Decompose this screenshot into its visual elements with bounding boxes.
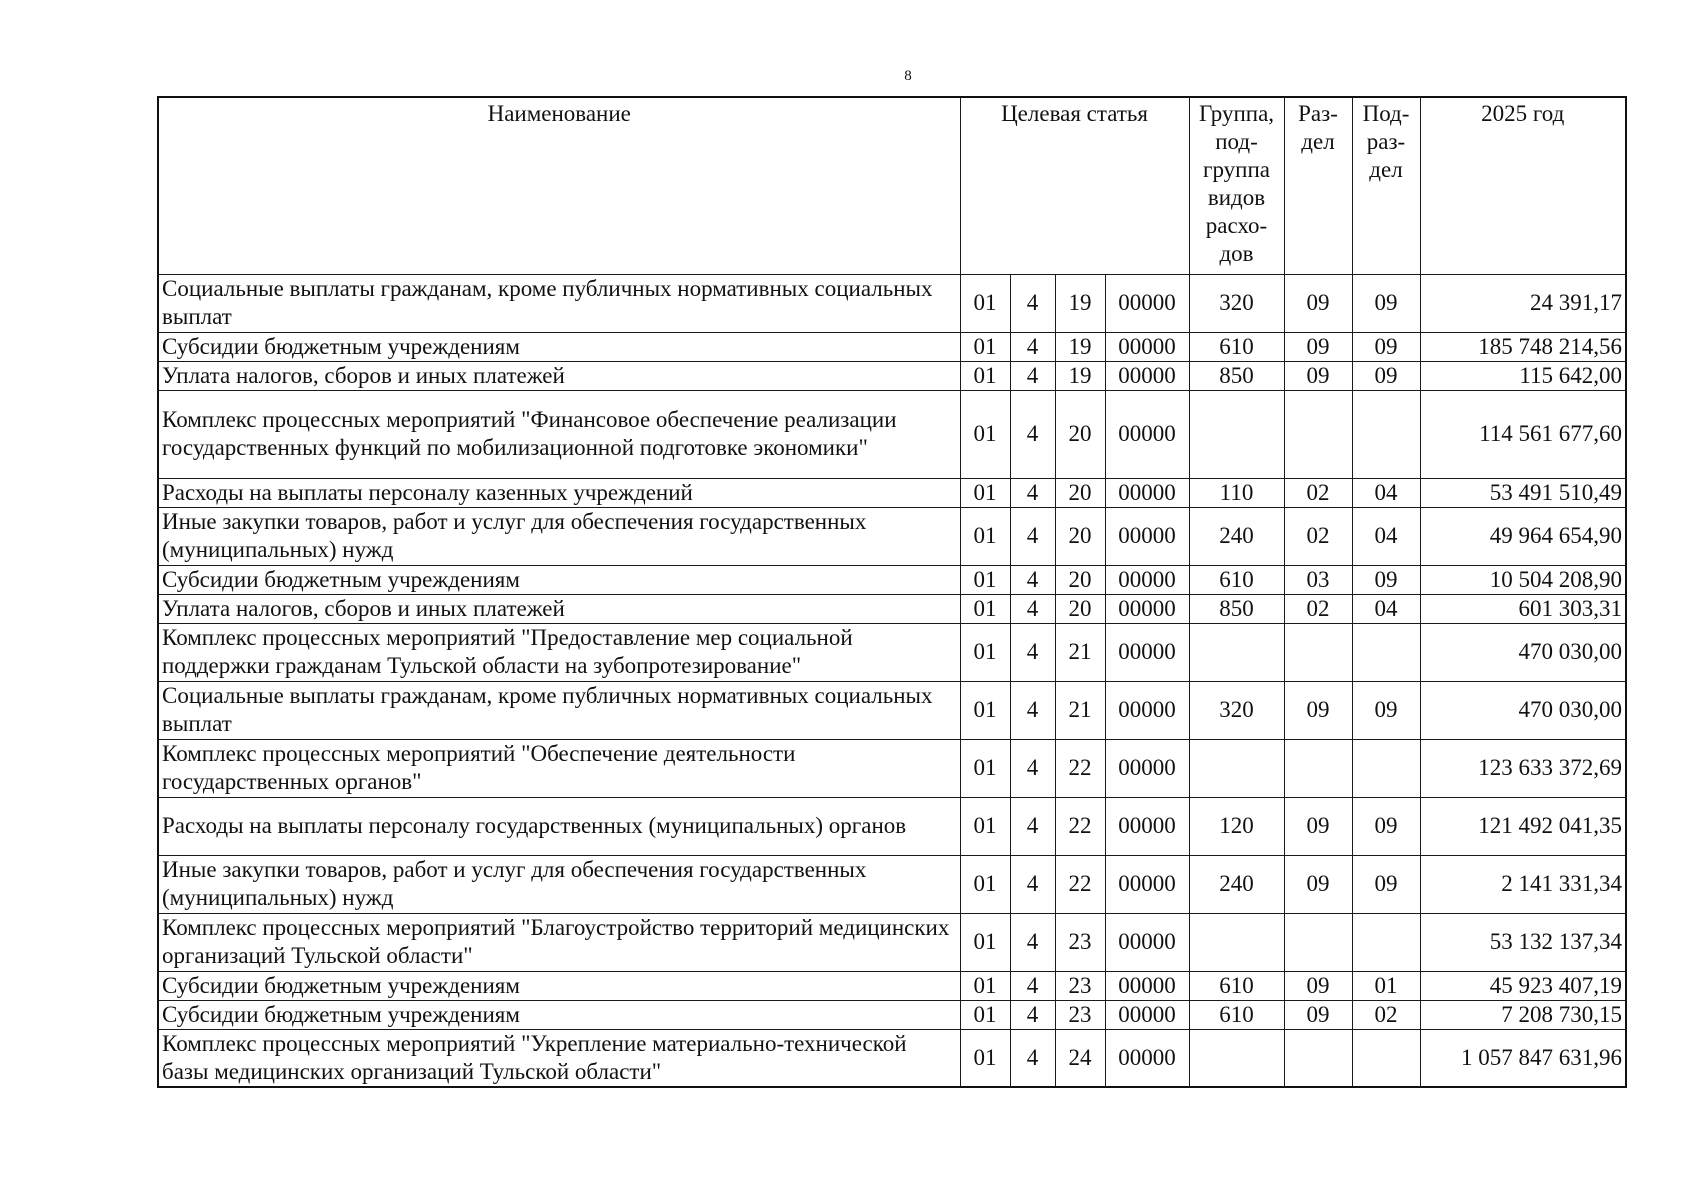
code-direction-cell: 00000 bbox=[1105, 565, 1189, 594]
row-name-cell: Комплекс процессных мероприятий "Укрепление материально-технической базы медицинских организаций Тульской области" bbox=[158, 1029, 960, 1087]
code-type-cell: 4 bbox=[1010, 1029, 1055, 1087]
subsection-cell: 01 bbox=[1352, 971, 1420, 1000]
code-item-cell: 22 bbox=[1055, 797, 1105, 855]
amount-cell: 45 923 407,19 bbox=[1420, 971, 1626, 1000]
expense-group-cell: 610 bbox=[1189, 332, 1284, 361]
section-cell bbox=[1284, 623, 1352, 681]
subsection-cell: 04 bbox=[1352, 478, 1420, 507]
code-direction-cell: 00000 bbox=[1105, 507, 1189, 565]
code-program-cell: 01 bbox=[960, 478, 1010, 507]
section-cell bbox=[1284, 913, 1352, 971]
code-item-cell: 22 bbox=[1055, 855, 1105, 913]
row-name-cell: Иные закупки товаров, работ и услуг для обеспечения государственных (муниципальных) нужд bbox=[158, 855, 960, 913]
code-type-cell: 4 bbox=[1010, 565, 1055, 594]
code-direction-cell: 00000 bbox=[1105, 739, 1189, 797]
amount-cell: 123 633 372,69 bbox=[1420, 739, 1626, 797]
table-row bbox=[158, 274, 1626, 332]
amount-cell: 470 030,00 bbox=[1420, 623, 1626, 681]
expense-group-cell bbox=[1189, 913, 1284, 971]
code-direction-cell: 00000 bbox=[1105, 1000, 1189, 1029]
row-name-cell: Комплекс процессных мероприятий "Финансовое обеспечение реализации государственных функций по мобилизационной подготовке экономики" bbox=[158, 390, 960, 478]
code-direction-cell: 00000 bbox=[1105, 913, 1189, 971]
code-program-cell: 01 bbox=[960, 594, 1010, 623]
expense-group-cell: 120 bbox=[1189, 797, 1284, 855]
row-name-cell: Расходы на выплаты персоналу казенных учреждений bbox=[158, 478, 960, 507]
subsection-cell: 09 bbox=[1352, 274, 1420, 332]
subsection-cell: 09 bbox=[1352, 855, 1420, 913]
amount-cell: 185 748 214,56 bbox=[1420, 332, 1626, 361]
section-cell: 09 bbox=[1284, 971, 1352, 1000]
code-type-cell: 4 bbox=[1010, 971, 1055, 1000]
code-item-cell: 21 bbox=[1055, 623, 1105, 681]
code-direction-cell: 00000 bbox=[1105, 390, 1189, 478]
subsection-cell: 02 bbox=[1352, 1000, 1420, 1029]
code-program-cell: 01 bbox=[960, 507, 1010, 565]
code-program-cell: 01 bbox=[960, 361, 1010, 390]
subsection-cell bbox=[1352, 623, 1420, 681]
header-name: Наименование bbox=[158, 97, 960, 274]
code-type-cell: 4 bbox=[1010, 390, 1055, 478]
code-item-cell: 20 bbox=[1055, 390, 1105, 478]
code-direction-cell: 00000 bbox=[1105, 797, 1189, 855]
section-cell: 09 bbox=[1284, 797, 1352, 855]
code-item-cell: 21 bbox=[1055, 681, 1105, 739]
code-program-cell: 01 bbox=[960, 390, 1010, 478]
code-type-cell: 4 bbox=[1010, 361, 1055, 390]
section-cell: 09 bbox=[1284, 1000, 1352, 1029]
table-row bbox=[158, 1000, 1626, 1029]
expense-group-cell bbox=[1189, 739, 1284, 797]
section-cell: 09 bbox=[1284, 361, 1352, 390]
code-direction-cell: 00000 bbox=[1105, 855, 1189, 913]
code-type-cell: 4 bbox=[1010, 332, 1055, 361]
subsection-cell: 09 bbox=[1352, 332, 1420, 361]
code-type-cell: 4 bbox=[1010, 594, 1055, 623]
code-program-cell: 01 bbox=[960, 739, 1010, 797]
subsection-cell: 09 bbox=[1352, 361, 1420, 390]
row-name-cell: Социальные выплаты гражданам, кроме публичных нормативных социальных выплат bbox=[158, 681, 960, 739]
table-header-row bbox=[158, 97, 1626, 274]
table-body bbox=[158, 274, 1626, 1087]
table-row bbox=[158, 361, 1626, 390]
section-cell: 09 bbox=[1284, 855, 1352, 913]
table-row bbox=[158, 913, 1626, 971]
code-program-cell: 01 bbox=[960, 855, 1010, 913]
code-type-cell: 4 bbox=[1010, 913, 1055, 971]
table-row bbox=[158, 1029, 1626, 1087]
code-program-cell: 01 bbox=[960, 913, 1010, 971]
code-type-cell: 4 bbox=[1010, 855, 1055, 913]
row-name-cell: Уплата налогов, сборов и иных платежей bbox=[158, 594, 960, 623]
code-item-cell: 19 bbox=[1055, 274, 1105, 332]
row-name-cell: Субсидии бюджетным учреждениям bbox=[158, 1000, 960, 1029]
code-direction-cell: 00000 bbox=[1105, 971, 1189, 1000]
expense-group-cell: 240 bbox=[1189, 855, 1284, 913]
subsection-cell: 04 bbox=[1352, 594, 1420, 623]
code-type-cell: 4 bbox=[1010, 274, 1055, 332]
amount-cell: 53 491 510,49 bbox=[1420, 478, 1626, 507]
budget-table bbox=[157, 96, 1627, 1088]
code-item-cell: 23 bbox=[1055, 1000, 1105, 1029]
table-row bbox=[158, 594, 1626, 623]
code-type-cell: 4 bbox=[1010, 797, 1055, 855]
code-item-cell: 20 bbox=[1055, 507, 1105, 565]
expense-group-cell: 320 bbox=[1189, 274, 1284, 332]
section-cell: 09 bbox=[1284, 681, 1352, 739]
amount-cell: 115 642,00 bbox=[1420, 361, 1626, 390]
section-cell: 02 bbox=[1284, 478, 1352, 507]
code-item-cell: 20 bbox=[1055, 594, 1105, 623]
expense-group-cell bbox=[1189, 1029, 1284, 1087]
amount-cell: 2 141 331,34 bbox=[1420, 855, 1626, 913]
table-row bbox=[158, 390, 1626, 478]
expense-group-cell: 610 bbox=[1189, 565, 1284, 594]
amount-cell: 7 208 730,15 bbox=[1420, 1000, 1626, 1029]
subsection-cell bbox=[1352, 913, 1420, 971]
amount-cell: 121 492 041,35 bbox=[1420, 797, 1626, 855]
section-cell: 02 bbox=[1284, 594, 1352, 623]
table-row bbox=[158, 797, 1626, 855]
code-item-cell: 23 bbox=[1055, 913, 1105, 971]
code-direction-cell: 00000 bbox=[1105, 623, 1189, 681]
section-cell bbox=[1284, 390, 1352, 478]
section-cell: 03 bbox=[1284, 565, 1352, 594]
amount-cell: 53 132 137,34 bbox=[1420, 913, 1626, 971]
code-type-cell: 4 bbox=[1010, 739, 1055, 797]
code-type-cell: 4 bbox=[1010, 1000, 1055, 1029]
row-name-cell: Субсидии бюджетным учреждениям bbox=[158, 332, 960, 361]
amount-cell: 49 964 654,90 bbox=[1420, 507, 1626, 565]
expense-group-cell bbox=[1189, 390, 1284, 478]
table-row bbox=[158, 478, 1626, 507]
subsection-cell: 09 bbox=[1352, 797, 1420, 855]
expense-group-cell: 610 bbox=[1189, 1000, 1284, 1029]
header-target-article: Целевая статья bbox=[960, 97, 1189, 274]
code-item-cell: 20 bbox=[1055, 478, 1105, 507]
section-cell: 09 bbox=[1284, 332, 1352, 361]
subsection-cell: 09 bbox=[1352, 681, 1420, 739]
expense-group-cell: 240 bbox=[1189, 507, 1284, 565]
subsection-cell bbox=[1352, 390, 1420, 478]
code-program-cell: 01 bbox=[960, 797, 1010, 855]
code-program-cell: 01 bbox=[960, 623, 1010, 681]
section-cell bbox=[1284, 1029, 1352, 1087]
code-program-cell: 01 bbox=[960, 565, 1010, 594]
row-name-cell: Субсидии бюджетным учреждениям bbox=[158, 565, 960, 594]
expense-group-cell: 320 bbox=[1189, 681, 1284, 739]
subsection-cell: 04 bbox=[1352, 507, 1420, 565]
amount-cell: 601 303,31 bbox=[1420, 594, 1626, 623]
code-direction-cell: 00000 bbox=[1105, 594, 1189, 623]
row-name-cell: Комплекс процессных мероприятий "Обеспечение деятельности государственных органов" bbox=[158, 739, 960, 797]
header-section: Раз- дел bbox=[1284, 97, 1352, 274]
expense-group-cell: 610 bbox=[1189, 971, 1284, 1000]
row-name-cell: Иные закупки товаров, работ и услуг для обеспечения государственных (муниципальных) нужд bbox=[158, 507, 960, 565]
row-name-cell: Комплекс процессных мероприятий "Благоустройство территорий медицинских организаций Тульской области" bbox=[158, 913, 960, 971]
row-name-cell: Комплекс процессных мероприятий "Предоставление мер социальной поддержки гражданам Тульской области на зубопротезирование" bbox=[158, 623, 960, 681]
amount-cell: 10 504 208,90 bbox=[1420, 565, 1626, 594]
code-direction-cell: 00000 bbox=[1105, 681, 1189, 739]
header-year: 2025 год bbox=[1420, 97, 1626, 274]
code-program-cell: 01 bbox=[960, 274, 1010, 332]
table-row bbox=[158, 507, 1626, 565]
section-cell bbox=[1284, 739, 1352, 797]
table-row bbox=[158, 971, 1626, 1000]
page-number: 8 bbox=[904, 68, 912, 84]
code-item-cell: 23 bbox=[1055, 971, 1105, 1000]
subsection-cell: 09 bbox=[1352, 565, 1420, 594]
header-expense-group: Группа, под- группа видов расхо- дов bbox=[1189, 97, 1284, 274]
row-name-cell: Расходы на выплаты персоналу государственных (муниципальных) органов bbox=[158, 797, 960, 855]
table-row bbox=[158, 739, 1626, 797]
expense-group-cell: 110 bbox=[1189, 478, 1284, 507]
code-item-cell: 20 bbox=[1055, 565, 1105, 594]
table-row bbox=[158, 855, 1626, 913]
expense-group-cell bbox=[1189, 623, 1284, 681]
code-item-cell: 24 bbox=[1055, 1029, 1105, 1087]
code-type-cell: 4 bbox=[1010, 478, 1055, 507]
code-program-cell: 01 bbox=[960, 332, 1010, 361]
amount-cell: 1 057 847 631,96 bbox=[1420, 1029, 1626, 1087]
code-type-cell: 4 bbox=[1010, 507, 1055, 565]
expense-group-cell: 850 bbox=[1189, 361, 1284, 390]
subsection-cell bbox=[1352, 739, 1420, 797]
code-item-cell: 22 bbox=[1055, 739, 1105, 797]
table-row bbox=[158, 623, 1626, 681]
code-program-cell: 01 bbox=[960, 1000, 1010, 1029]
code-item-cell: 19 bbox=[1055, 361, 1105, 390]
code-direction-cell: 00000 bbox=[1105, 478, 1189, 507]
code-direction-cell: 00000 bbox=[1105, 274, 1189, 332]
code-program-cell: 01 bbox=[960, 971, 1010, 1000]
header-subsection: Под- раз- дел bbox=[1352, 97, 1420, 274]
code-item-cell: 19 bbox=[1055, 332, 1105, 361]
table-row bbox=[158, 681, 1626, 739]
section-cell: 09 bbox=[1284, 274, 1352, 332]
code-type-cell: 4 bbox=[1010, 681, 1055, 739]
code-direction-cell: 00000 bbox=[1105, 1029, 1189, 1087]
row-name-cell: Субсидии бюджетным учреждениям bbox=[158, 971, 960, 1000]
code-program-cell: 01 bbox=[960, 1029, 1010, 1087]
expense-group-cell: 850 bbox=[1189, 594, 1284, 623]
code-direction-cell: 00000 bbox=[1105, 361, 1189, 390]
section-cell: 02 bbox=[1284, 507, 1352, 565]
table-row bbox=[158, 332, 1626, 361]
amount-cell: 470 030,00 bbox=[1420, 681, 1626, 739]
code-direction-cell: 00000 bbox=[1105, 332, 1189, 361]
row-name-cell: Социальные выплаты гражданам, кроме публичных нормативных социальных выплат bbox=[158, 274, 960, 332]
amount-cell: 114 561 677,60 bbox=[1420, 390, 1626, 478]
amount-cell: 24 391,17 bbox=[1420, 274, 1626, 332]
row-name-cell: Уплата налогов, сборов и иных платежей bbox=[158, 361, 960, 390]
table-row bbox=[158, 565, 1626, 594]
code-type-cell: 4 bbox=[1010, 623, 1055, 681]
subsection-cell bbox=[1352, 1029, 1420, 1087]
code-program-cell: 01 bbox=[960, 681, 1010, 739]
